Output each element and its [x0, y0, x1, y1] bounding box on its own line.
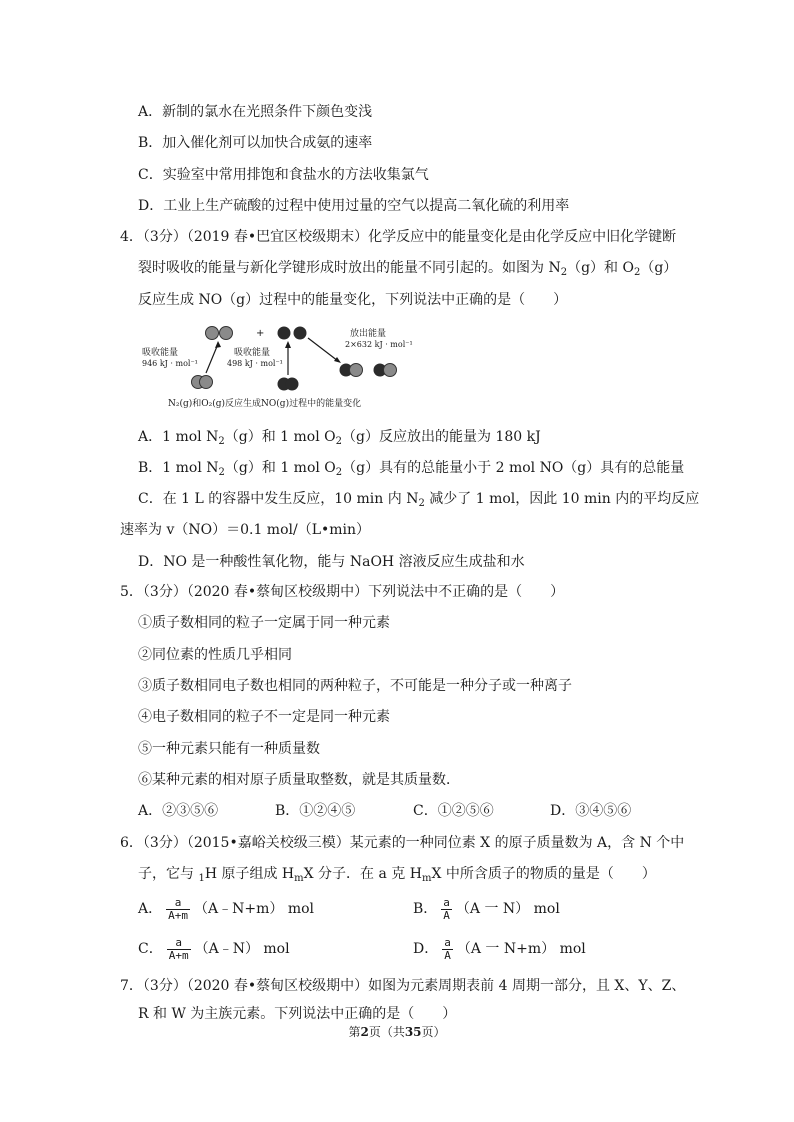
q4-stem-line3: 反应生成 NO（g）过程中的能量变化，下列说法中正确的是（ ） — [138, 292, 568, 308]
q5-item-5: ⑤一种元素只能有一种质量数 — [138, 741, 320, 757]
q3-option-c: C．实验室中常用排饱和食盐水的方法收集氯气 — [138, 167, 429, 183]
q7-stem-line2: R 和 W 为主族元素。下列说法中正确的是（ ） — [138, 1006, 457, 1022]
q6-stem-line1: 6．（3分）（2015•嘉峪关校级三模）某元素的一种同位素 X 的原子质量数为 A，含 N 个中 — [120, 835, 685, 851]
q6-option-a: A． $\frac{a}{A+m}$ （A﹣N+m） mol — [138, 895, 314, 922]
release-value: 2×632 kJ · mol⁻¹ — [345, 340, 413, 349]
q6-stem-line2: 子，它与 $_1$H 原子组成 $H_mX$ 分子．在 a 克 $H_mX$ 中所含质子的物质的量是（ ） — [138, 866, 656, 884]
q5-item-1: ①质子数相同的粒子一定属于同一种元素 — [138, 615, 390, 631]
q5-option-c: C．①②⑤⑥ — [413, 803, 494, 819]
q5-item-6: ⑥某种元素的相对原子质量取整数，就是其质量数． — [138, 772, 460, 788]
q5-item-4: ④电子数相同的粒子不一定是同一种元素 — [138, 709, 390, 725]
fraction-b: $\frac{a}{A}$ — [443, 895, 450, 922]
q5-option-b: B．①②④⑤ — [275, 803, 356, 819]
atom-o-top-2 — [294, 327, 307, 340]
diagram-plus: + — [256, 328, 265, 339]
q5-item-3: ③质子数相同电子数也相同的两种粒子，不可能是一种分子或一种离子 — [138, 678, 572, 694]
atom-o-top-1 — [278, 327, 291, 340]
fraction-d: $\frac{a}{A}$ — [444, 935, 451, 962]
q4-option-d: D．NO 是一种酸性氧化物，能与 NaOH 溶液反应生成盐和水 — [138, 554, 525, 570]
absorb-value-1: 946 kJ · mol⁻¹ — [142, 359, 198, 368]
release-label: 放出能量 — [350, 329, 387, 339]
q3-option-a: A．新制的氯水在光照条件下颜色变浅 — [138, 104, 373, 120]
atom-no2-n — [384, 364, 397, 377]
diagram-caption: N₂(g)和O₂(g)反应生成NO(g)过程中的能量变化 — [168, 399, 362, 409]
page-footer: 第2页（共35页） — [348, 1025, 446, 1039]
absorb-value-2: 498 kJ · mol⁻¹ — [227, 359, 283, 368]
fraction-c: $\frac{a}{A+m}$ — [168, 935, 189, 962]
q5-option-a: A．②③⑤⑥ — [138, 803, 219, 819]
fraction-a: $\frac{a}{A+m}$ — [168, 895, 188, 922]
q6-option-c: C． $\frac{a}{A+m}$ （A﹣N） mol — [138, 935, 290, 962]
q4-option-c-line1: C．在 1 L 的容器中发生反应，10 min 内 $N_2$ 减少了 1 mol，因此 10 min 内的平均反应 — [138, 491, 700, 509]
q3-option-b: B．加入催化剂可以加快合成氨的速率 — [138, 135, 373, 151]
q4-option-b: B．1 mol $N_2(g)$和 1 mol $O_2(g)$具有的总能量小于 2 mol NO（g）具有的总能量 — [138, 460, 685, 478]
q5-option-d: D．③④⑤⑥ — [550, 803, 632, 819]
arrow-absorb-1 — [206, 344, 218, 373]
q6-option-b: B． $\frac{a}{A}$ （A 一 N） mol — [413, 895, 560, 922]
q5-stem: 5．（3分）（2020 春•蔡甸区校级期中）下列说法中不正确的是（ ） — [120, 584, 565, 600]
q6-option-d: D． $\frac{a}{A}$ （A 一 N+m） mol — [413, 935, 586, 962]
atom-n2-bottom-2 — [200, 376, 213, 389]
atom-n-top-1 — [206, 327, 219, 340]
atom-no1-n — [350, 364, 363, 377]
atom-o2-bottom-2 — [286, 378, 299, 391]
absorb-label-1: 吸收能量 — [142, 348, 179, 358]
arrow-release — [308, 338, 338, 361]
q4-stem-line2: 裂时吸收的能量与新化学键形成时放出的能量不同引起的。如图为 $N_2(g)$和 $O_2(g)$ — [138, 260, 678, 278]
q4-option-c-line2: 速率为 v（NO）＝0.1 mol/（L•min） — [120, 522, 371, 538]
q5-item-2: ②同位素的性质几乎相同 — [138, 647, 292, 663]
absorb-label-2: 吸收能量 — [234, 348, 271, 358]
q3-option-d: D．工业上生产硫酸的过程中使用过量的空气以提高二氧化硫的利用率 — [138, 198, 570, 214]
q4-stem-line1: 4．（3分）（2019 春•巴宜区校级期末）化学反应中的能量变化是由化学反应中旧化学键断 — [120, 229, 677, 245]
energy-change-diagram — [138, 322, 420, 414]
atom-n-top-2 — [220, 327, 233, 340]
q4-option-a: A．1 mol $N_2(g)$和 1 mol $O_2(g)$反应放出的能量为 180 kJ — [138, 429, 541, 447]
q7-stem-line1: 7．（3分）（2020 春•蔡甸区校级期中）如图为元素周期表前 4 周期一部分，且 X、Y、Z、 — [120, 978, 686, 994]
